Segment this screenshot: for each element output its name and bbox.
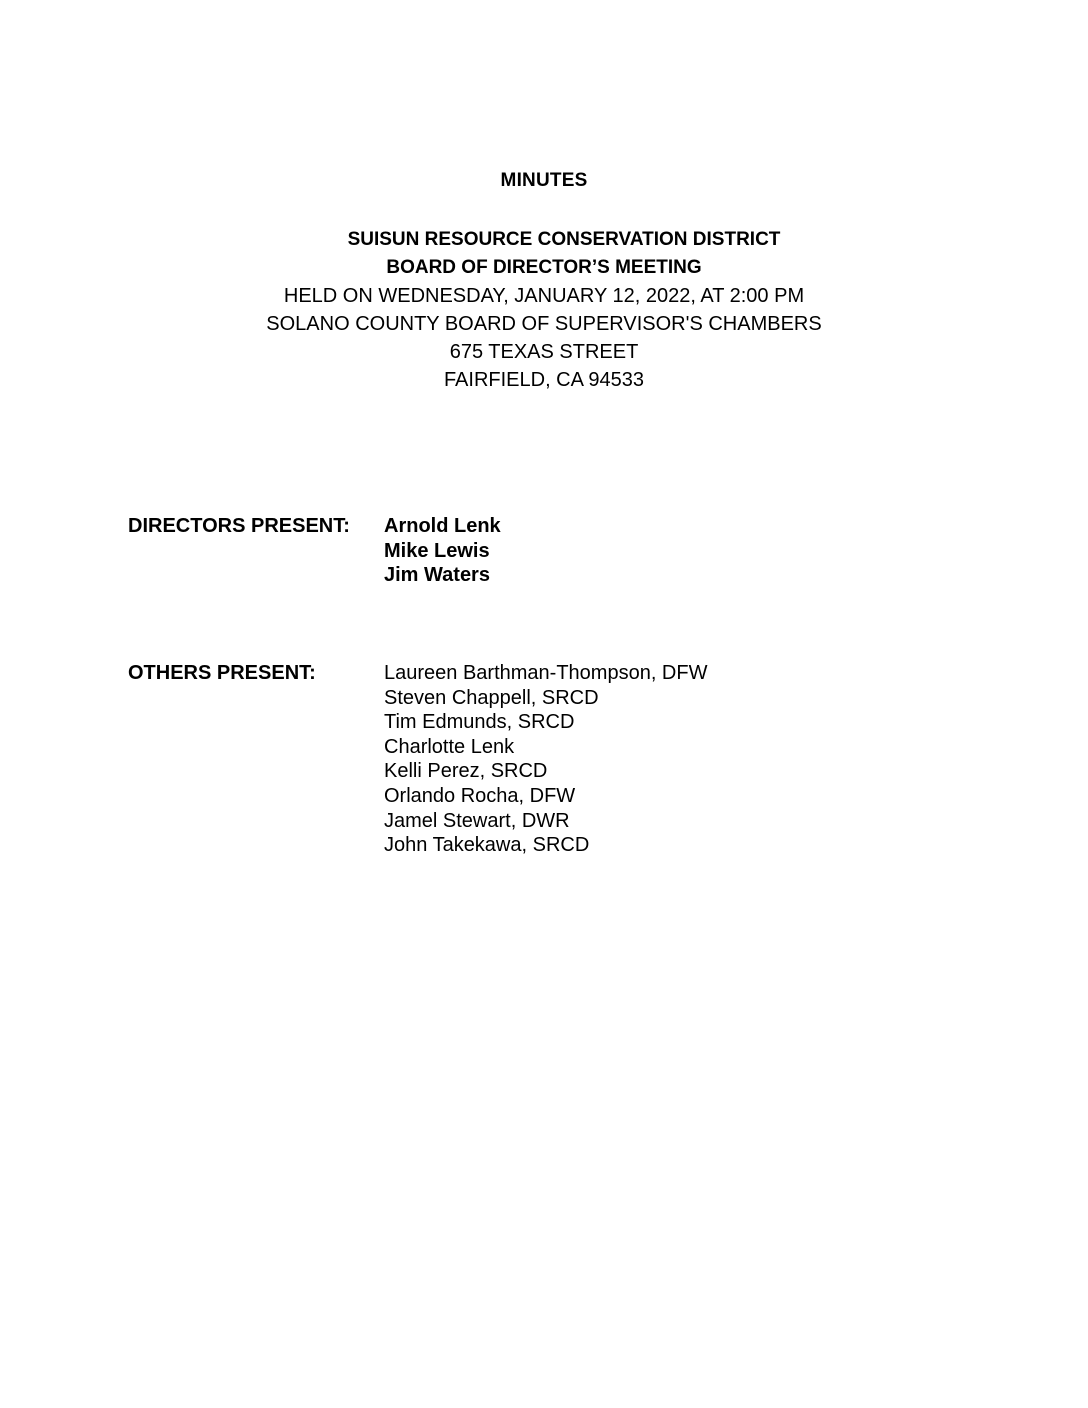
meeting-date: HELD ON WEDNESDAY, JANUARY 12, 2022, AT 2:00 PM [283,285,805,307]
organization-name: SUISUN RESOURCE CONSERVATION DISTRICT [347,229,781,250]
director-name: Jim Waters [384,564,490,587]
others-present-label: OTHERS PRESENT: [128,662,316,684]
director-name: Arnold Lenk [384,515,501,537]
attendees-list [384,661,707,858]
attendee-name: Laureen Barthman-Thompson, DFW [384,662,708,684]
meeting-header [0,226,1088,394]
attendee-name: Jamel Stewart, DWR [384,809,570,832]
attendee-name: Orlando Rocha, DFW [384,784,576,807]
directors-list [384,514,501,588]
attendee-name: Charlotte Lenk [384,735,515,758]
attendee-name: Tim Edmunds, SRCD [384,711,575,734]
venue-city: FAIRFIELD, CA 94533 [443,369,645,391]
meeting-name: BOARD OF DIRECTOR’S MEETING [386,257,702,278]
director-name: Mike Lewis [384,539,490,562]
attendee-name: John Takekawa, SRCD [384,834,590,857]
meeting-venue: SOLANO COUNTY BOARD OF SUPERVISOR'S CHAMBERS [266,313,822,335]
attendee-name: Kelli Perez, SRCD [384,760,548,783]
directors-present-label: DIRECTORS PRESENT: [128,515,350,537]
document-title: MINUTES [500,170,588,191]
venue-street: 675 TEXAS STREET [449,341,639,363]
attendee-name: Steven Chappell, SRCD [384,686,599,709]
